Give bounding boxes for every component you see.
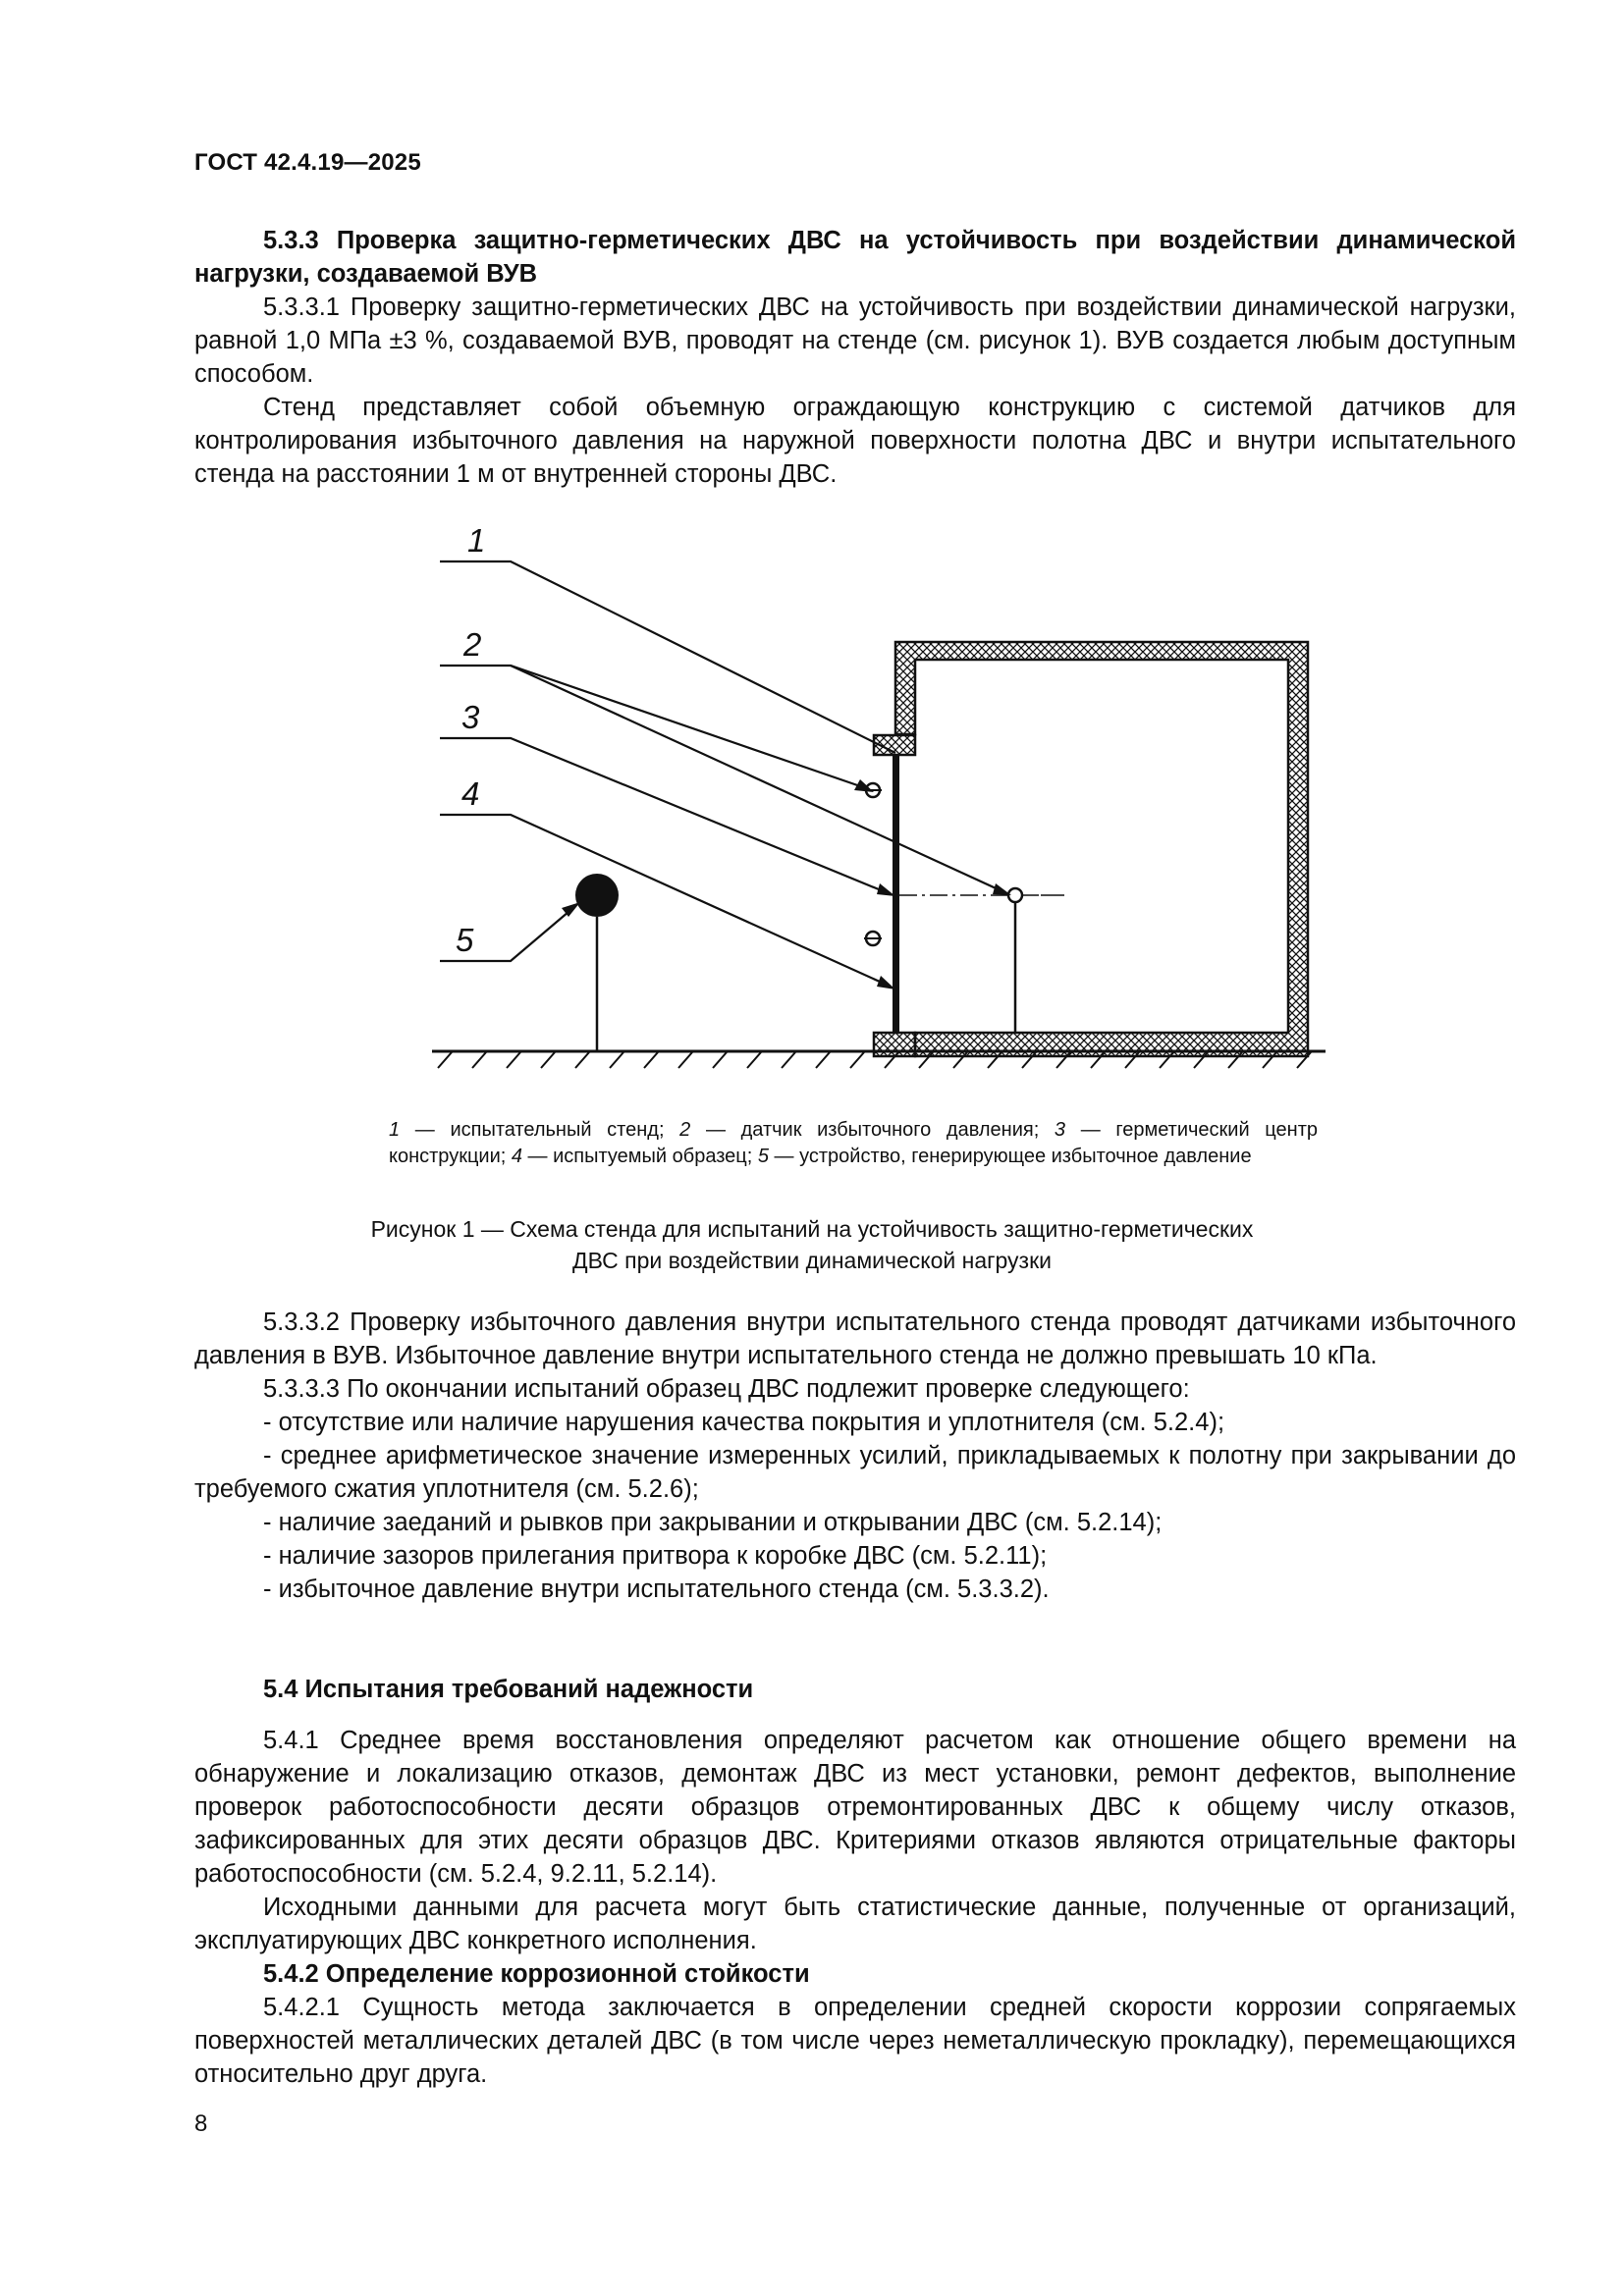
legend-text: — герметический центр конструкции;: [389, 1119, 1318, 1167]
document-header: ГОСТ 42.4.19—2025: [194, 149, 421, 176]
list-item: - среднее арифметическое значение измеренных усилий, прикладываемых к полотну при закрывании до требуемого сжатия уплотнителя (см. 5.2.6);: [194, 1442, 1516, 1503]
caption-line: ДВС при воздействии динамической нагрузки: [572, 1248, 1052, 1273]
test-stand-enclosure: [895, 642, 1308, 1056]
figure-label-5: 5: [456, 922, 474, 958]
paragraph: 5.3.3.1 Проверку защитно-герметических ДВС на устойчивость при воздействии динамической нагрузки, равной 1,0 МПа ±3 %, создаваемой ВУВ, проводят на стенде (см. рисунок 1). ВУВ создается любым доступным способом.: [194, 294, 1516, 388]
section-5-3-3: [194, 224, 1516, 491]
legend-text: — устройство, генерирующее избыточное давление: [769, 1146, 1252, 1167]
list-item: - наличие зазоров прилегания притвора к коробке ДВС (см. 5.2.11);: [263, 1542, 1048, 1570]
figure-label-1: 1: [467, 522, 486, 559]
legend-text: — испытуемый образец;: [522, 1146, 758, 1167]
list-item: - отсутствие или наличие нарушения качества покрытия и уплотнителя (см. 5.2.4);: [263, 1409, 1225, 1436]
door-frame-bottom: [874, 1033, 915, 1056]
legend-text: — датчик избыточного давления;: [690, 1119, 1055, 1141]
legend-text: — испытательный стенд;: [400, 1119, 680, 1141]
figure-label-2: 2: [463, 626, 482, 663]
paragraph: 5.4.1 Среднее время восстановления определяют расчетом как отношение общего времени на обнаружение и локализацию отказов, демонтаж ДВС из мест установки, ремонт дефектов, выполнение проверок работоспособности десяти образцов отремонтированных ДВС к общему числу отказов, зафиксированных для этих десяти образцов ДВС. Критериями отказов являются отрицательные факторы работоспособности (см. 5.2.4, 9.2.11, 5.2.14).: [194, 1727, 1516, 1888]
section-title: 5.3.3 Проверка защитно-герметических ДВС на устойчивость при воздействии динамической нагрузки, создаваемой ВУВ: [194, 227, 1516, 288]
paragraph: 5.3.3.3 По окончании испытаний образец ДВС подлежит проверке следующего:: [263, 1375, 1190, 1403]
tested-sample: [893, 755, 899, 1033]
page-number: 8: [194, 2110, 208, 2137]
section-5-4: [194, 1673, 1516, 2091]
list-item: - избыточное давление внутри испытательного стенда (см. 5.3.3.2).: [263, 1575, 1050, 1603]
paragraph: 5.3.3.2 Проверку избыточного давления внутри испытательного стенда проводят датчиками избыточного давления в ВУВ. Избыточное давление внутри испытательного стенда не должно превышать 10 кПа.: [194, 1308, 1516, 1369]
figure-label-4: 4: [461, 775, 480, 812]
pressure-sensor-icon: [864, 932, 882, 945]
pressure-generator-icon: [575, 874, 619, 1051]
leader-arrowheads: [562, 779, 1011, 989]
paragraph: 5.4.2.1 Сущность метода заключается в определении средней скорости коррозии сопрягаемых поверхностей металлических деталей ДВС (в том числе через неметаллическую прокладку), перемещающихся относительно друг друга.: [194, 1994, 1516, 2088]
legend-num: 4: [511, 1146, 522, 1167]
figure-legend: [389, 1117, 1318, 1170]
caption-line: Рисунок 1 — Схема стенда для испытаний на устойчивость защитно-герметических: [370, 1216, 1254, 1242]
paragraph: Стенд представляет собой объемную ограждающую конструкцию с системой датчиков для контролирования избыточного давления на наружной поверхности полотна ДВС и внутри испытательного стенда на расстоянии 1 м от внутренней стороны ДВС.: [194, 394, 1516, 488]
list-item: - наличие заеданий и рывков при закрывании и открывании ДВС (см. 5.2.14);: [263, 1509, 1163, 1536]
section-title: 5.4.2 Определение коррозионной стойкости: [263, 1960, 810, 1988]
pressure-sensor-icon: [1008, 888, 1022, 1033]
legend-num: 2: [679, 1119, 691, 1141]
legend-num: 3: [1054, 1119, 1066, 1141]
section-title: 5.4 Испытания требований надежности: [263, 1676, 754, 1703]
leader-lines: [440, 561, 1004, 987]
test-stand-diagram: [412, 510, 1335, 1080]
figure-label-3: 3: [461, 699, 480, 735]
legend-num: 5: [757, 1146, 769, 1167]
figure-caption: [295, 1213, 1329, 1276]
paragraph: Исходными данными для расчета могут быть статистические данные, полученные от организаций, эксплуатирующих ДВС конкретного исполнения.: [194, 1894, 1516, 1954]
legend-num: 1: [389, 1119, 401, 1141]
section-5-3-3-2-and-3: [194, 1306, 1516, 1606]
